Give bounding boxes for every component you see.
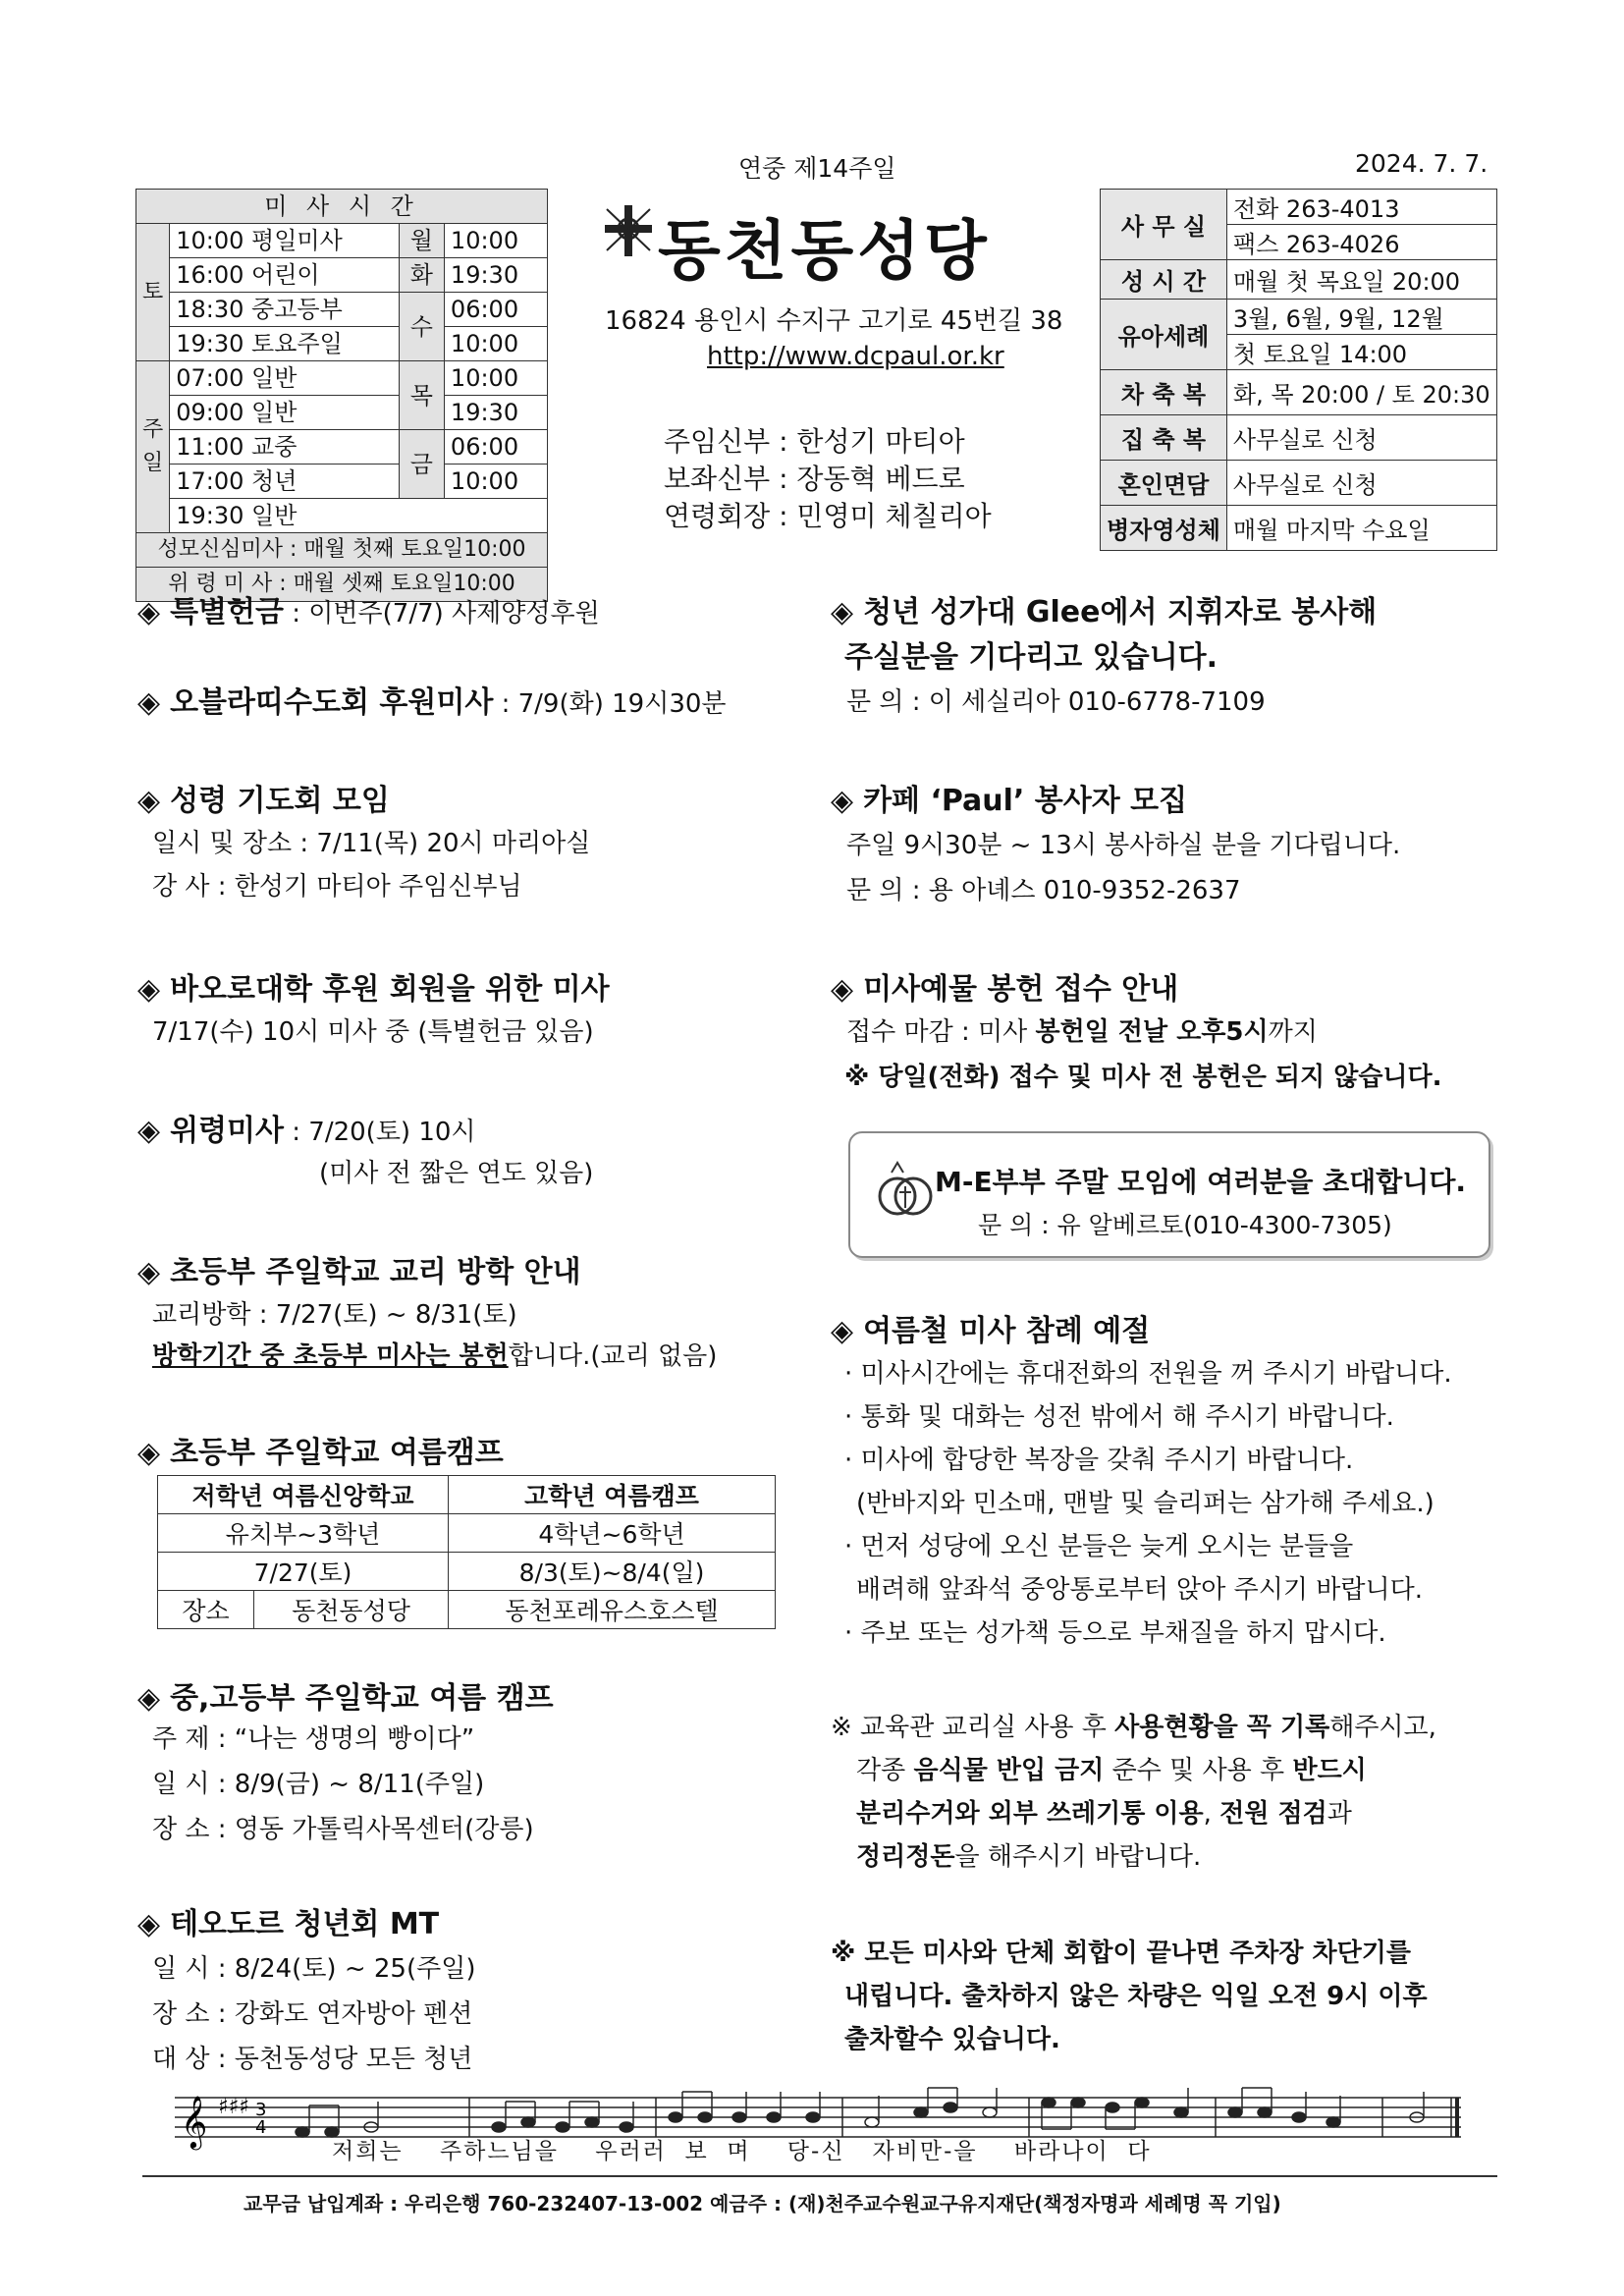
me-invitation-box — [848, 1131, 1490, 1258]
week-label: 연중 제14주일 — [738, 154, 896, 183]
mass-row: 16:00 어린이 — [170, 258, 399, 293]
diamond-bullet-icon: ◈ — [831, 972, 854, 1007]
classroom-notice-line4: 정리정돈을 해주시기 바랍니다. — [856, 1842, 1202, 1872]
svg-text:4: 4 — [255, 2117, 267, 2138]
office-key: 성 시 간 — [1101, 260, 1227, 300]
weekday-time: 10:00 — [444, 327, 547, 361]
parking-notice-line3: 출차할수 있습니다. — [844, 2025, 1060, 2054]
saturday-label: 토 — [136, 224, 170, 361]
notice-requiem-mass: ◈ 위령미사 : 7/20(토) 10시 — [137, 1114, 476, 1148]
camp-cell: 동천동성당 — [254, 1591, 449, 1629]
diamond-bullet-icon: ◈ — [137, 1907, 161, 1941]
bulletin-date: 2024. 7. 7. — [1355, 149, 1489, 178]
mt-place: 장 소 : 강화도 연자방아 펜션 — [152, 1999, 473, 2029]
treble-clef-icon: 𝄞 — [181, 2095, 208, 2148]
diamond-bullet-icon: ◈ — [137, 1436, 161, 1470]
office-key: 유아세례 — [1101, 300, 1227, 370]
sunday-label: 주 일 — [136, 361, 170, 533]
mass-row: 19:30 토요주일 — [170, 327, 399, 361]
me-invitation-contact: 문 의 : 유 알베르토(010-4300-7305) — [978, 1211, 1392, 1239]
office-value: 첫 토요일 14:00 — [1226, 335, 1496, 370]
hymn-lyrics: 저희는 주하느님을 우러러 보 며 당-신 자비만-을 바라나이 다 — [332, 2139, 1152, 2164]
youth-camp-place: 장 소 : 영동 가톨릭사목센터(강릉) — [152, 1815, 534, 1844]
youth-camp-theme: 주 제 : “나는 생명의 빵이다” — [152, 1724, 475, 1754]
special-mass-2: 위 령 미 사 : 매월 셋째 토요일10:00 — [136, 568, 548, 602]
weekday-time: 06:00 — [444, 430, 547, 465]
cross-logo-icon — [599, 201, 658, 260]
footer-account-info: 교무금 납입계좌 : 우리은행 760-232407-13-002 예금주 : (재)천주교수원교구유지재단(책정자명과 세례명 꼭 기입) — [244, 2192, 1281, 2215]
parking-notice-line1: ※ 모든 미사와 단체 회합이 끝나면 주차장 차단기를 — [831, 1939, 1411, 1968]
church-name: 동천동성당 — [658, 213, 991, 289]
notice-oblate-mass: ◈ 오블라띠수도회 후원미사 : 7/9(화) 19시30분 — [137, 685, 727, 720]
diamond-bullet-icon: ◈ — [831, 784, 854, 818]
mass-row: 07:00 일반 — [170, 361, 399, 396]
diamond-bullet-icon: ◈ — [137, 595, 161, 629]
pastor: 주임신부 : 한성기 마티아 — [664, 425, 965, 458]
camp-cell: 4학년~6학년 — [449, 1514, 776, 1553]
me-invitation-title: M-E부부 주말 모임에 여러분을 초대합니다. — [935, 1166, 1467, 1198]
etiquette-line: (반바지와 민소매, 맨발 및 슬리퍼는 삼가해 주세요.) — [856, 1489, 1435, 1518]
parking-notice-line2: 내립니다. 출차하지 않은 차량은 익일 오전 9시 이후 — [844, 1982, 1428, 2011]
etiquette-line: · 통화 및 대화는 성전 밖에서 해 주시기 바랍니다. — [844, 1402, 1394, 1432]
prayer-meeting-speaker: 강 사 : 한성기 마티아 주임신부님 — [152, 872, 522, 902]
diamond-bullet-icon: ◈ — [137, 685, 161, 720]
office-value: 전화 263-4013 — [1226, 190, 1496, 225]
camp-cell: 8/3(토)~8/4(일) — [449, 1553, 776, 1591]
diamond-bullet-icon: ◈ — [137, 972, 161, 1007]
office-value: 매월 마지막 수요일 — [1226, 506, 1496, 551]
office-value: 사무실로 신청 — [1226, 461, 1496, 506]
notice-cafe-volunteer-heading: ◈ 카페 ‘Paul’ 봉사자 모집 — [831, 784, 1188, 818]
mass-title: 미 사 시 간 — [136, 190, 548, 224]
church-website-link[interactable]: http://www.dcpaul.or.kr — [707, 342, 1004, 371]
svg-text:♯♯♯: ♯♯♯ — [218, 2095, 249, 2119]
notice-summer-etiquette-heading: ◈ 여름철 미사 참례 예절 — [831, 1314, 1151, 1348]
etiquette-line: · 먼저 성당에 오신 분들은 늦게 오시는 분들을 — [844, 1532, 1354, 1561]
diamond-bullet-icon: ◈ — [137, 1114, 161, 1148]
weekday-time: 10:00 — [444, 361, 547, 396]
prayer-meeting-time: 일시 및 장소 : 7/11(목) 20시 마리아실 — [152, 829, 591, 858]
etiquette-line: 배려해 앞좌석 중앙통로부터 앉아 주시기 바랍니다. — [856, 1575, 1424, 1605]
assistant-priest: 보좌신부 : 장동혁 베드로 — [664, 463, 965, 495]
mass-row: 10:00 평일미사 — [170, 224, 399, 258]
svg-text:3: 3 — [255, 2100, 267, 2120]
weekday-label: 목 — [399, 361, 444, 430]
classroom-notice-line3: 분리수거와 외부 쓰레기통 이용, 전원 점검과 — [856, 1799, 1352, 1829]
sunday-school-break-dates: 교리방학 : 7/27(토) ~ 8/31(토) — [152, 1300, 517, 1330]
mt-date: 일 시 : 8/24(토) ~ 25(주일) — [152, 1954, 476, 1984]
classroom-notice-line1: ※ 교육관 교리실 사용 후 사용현황을 꼭 기록해주시고, — [831, 1713, 1436, 1742]
diamond-bullet-icon: ◈ — [831, 595, 854, 629]
etiquette-line: · 미사시간에는 휴대전화의 전원을 꺼 주시기 바랍니다. — [844, 1359, 1452, 1389]
notice-mass-offering-heading: ◈ 미사예물 봉헌 접수 안내 — [831, 972, 1179, 1007]
mass-offering-note: ※ 당일(전화) 접수 및 미사 전 봉헌은 되지 않습니다. — [844, 1063, 1442, 1092]
weekday-label: 금 — [399, 430, 444, 499]
mass-row: 09:00 일반 — [170, 396, 399, 430]
church-address: 16824 용인시 수지구 고기로 45번길 38 — [605, 306, 1063, 336]
notice-summer-camp-heading: ◈ 초등부 주일학교 여름캠프 — [137, 1436, 504, 1470]
camp-header: 고학년 여름캠프 — [449, 1476, 776, 1514]
youth-camp-date: 일 시 : 8/9(금) ~ 8/11(주일) — [152, 1770, 485, 1799]
weekday-time: 10:00 — [444, 465, 547, 499]
diamond-bullet-icon: ◈ — [831, 1314, 854, 1348]
notice-prayer-meeting-heading: ◈ 성령 기도회 모임 — [137, 784, 390, 818]
mass-row: 19:30 일반 — [170, 499, 548, 533]
etiquette-line: · 주보 또는 성가책 등으로 부채질을 하지 맙시다. — [844, 1618, 1386, 1648]
notice-special-offering: ◈ 특별헌금 : 이번주(7/7) 사제양성후원 — [137, 595, 600, 629]
cafe-volunteer-contact: 문 의 : 용 아녜스 010-9352-2637 — [846, 876, 1241, 905]
weekday-time: 19:30 — [444, 396, 547, 430]
mass-row: 11:00 교중 — [170, 430, 399, 465]
special-mass-1: 성모신심미사 : 매월 첫째 토요일10:00 — [136, 533, 548, 568]
office-info-table — [1100, 189, 1497, 551]
diamond-bullet-icon: ◈ — [137, 1255, 161, 1289]
mt-target: 대 상 : 동천동성당 모든 청년 — [152, 2045, 473, 2074]
office-value: 사무실로 신청 — [1226, 415, 1496, 461]
weekday-time: 10:00 — [444, 224, 547, 258]
mass-row: 17:00 청년 — [170, 465, 399, 499]
choir-heading-line2: 주실분을 기다리고 있습니다. — [844, 640, 1218, 675]
office-key: 집 축 복 — [1101, 415, 1227, 461]
notice-sunday-school-break-heading: ◈ 초등부 주일학교 교리 방학 안내 — [137, 1255, 581, 1289]
rings-icon — [872, 1159, 941, 1228]
camp-cell: 장소 — [158, 1591, 254, 1629]
president: 연령회장 : 민영미 체칠리아 — [664, 500, 992, 532]
camp-cell: 7/27(토) — [158, 1553, 449, 1591]
notice-paul-university-heading: ◈ 바오로대학 후원 회원을 위한 미사 — [137, 972, 610, 1007]
camp-cell: 동천포레유스호스텔 — [449, 1591, 776, 1629]
footer-divider — [142, 2175, 1497, 2177]
mass-offering-deadline: 접수 마감 : 미사 봉헌일 전날 오후5시까지 — [846, 1017, 1318, 1047]
requiem-mass-detail: (미사 전 짧은 연도 있음) — [319, 1159, 594, 1188]
office-key: 사 무 실 — [1101, 190, 1227, 260]
office-key: 차 축 복 — [1101, 370, 1227, 415]
office-value: 화, 목 20:00 / 토 20:30 — [1226, 370, 1496, 415]
office-key: 병자영성체 — [1101, 506, 1227, 551]
notice-youth-camp-heading: ◈ 중,고등부 주일학교 여름 캠프 — [137, 1681, 554, 1716]
cafe-volunteer-detail: 주일 9시30분 ~ 13시 봉사하실 분을 기다립니다. — [846, 831, 1401, 860]
diamond-bullet-icon: ◈ — [137, 784, 161, 818]
diamond-bullet-icon: ◈ — [137, 1681, 161, 1716]
office-value: 3월, 6월, 9월, 12월 — [1226, 300, 1496, 335]
office-value: 팩스 263-4026 — [1226, 225, 1496, 260]
weekday-label: 월 — [399, 224, 444, 258]
mass-row: 18:30 중고등부 — [170, 293, 399, 327]
choir-contact: 문 의 : 이 세실리아 010-6778-7109 — [846, 687, 1266, 717]
sunday-school-break-note: 방학기간 중 초등부 미사는 봉헌합니다.(교리 없음) — [152, 1341, 718, 1371]
mass-schedule-table — [135, 189, 548, 602]
notice-choir-heading: ◈ 청년 성가대 Glee에서 지휘자로 봉사해 — [831, 595, 1378, 629]
summer-camp-table — [157, 1475, 776, 1629]
classroom-notice-line2: 각종 음식물 반입 금지 준수 및 사용 후 반드시 — [856, 1756, 1367, 1785]
notice-young-adult-mt-heading: ◈ 테오도르 청년회 MT — [137, 1907, 440, 1941]
weekday-label: 화 — [399, 258, 444, 293]
office-key: 혼인면담 — [1101, 461, 1227, 506]
weekday-time: 06:00 — [444, 293, 547, 327]
paul-university-detail: 7/17(수) 10시 미사 중 (특별헌금 있음) — [152, 1017, 594, 1047]
camp-cell: 유치부~3학년 — [158, 1514, 449, 1553]
weekday-time: 19:30 — [444, 258, 547, 293]
etiquette-line: · 미사에 합당한 복장을 갖춰 주시기 바랍니다. — [844, 1446, 1354, 1475]
weekday-label: 수 — [399, 293, 444, 361]
office-value: 매월 첫 목요일 20:00 — [1226, 260, 1496, 300]
camp-header: 저학년 여름신앙학교 — [158, 1476, 449, 1514]
